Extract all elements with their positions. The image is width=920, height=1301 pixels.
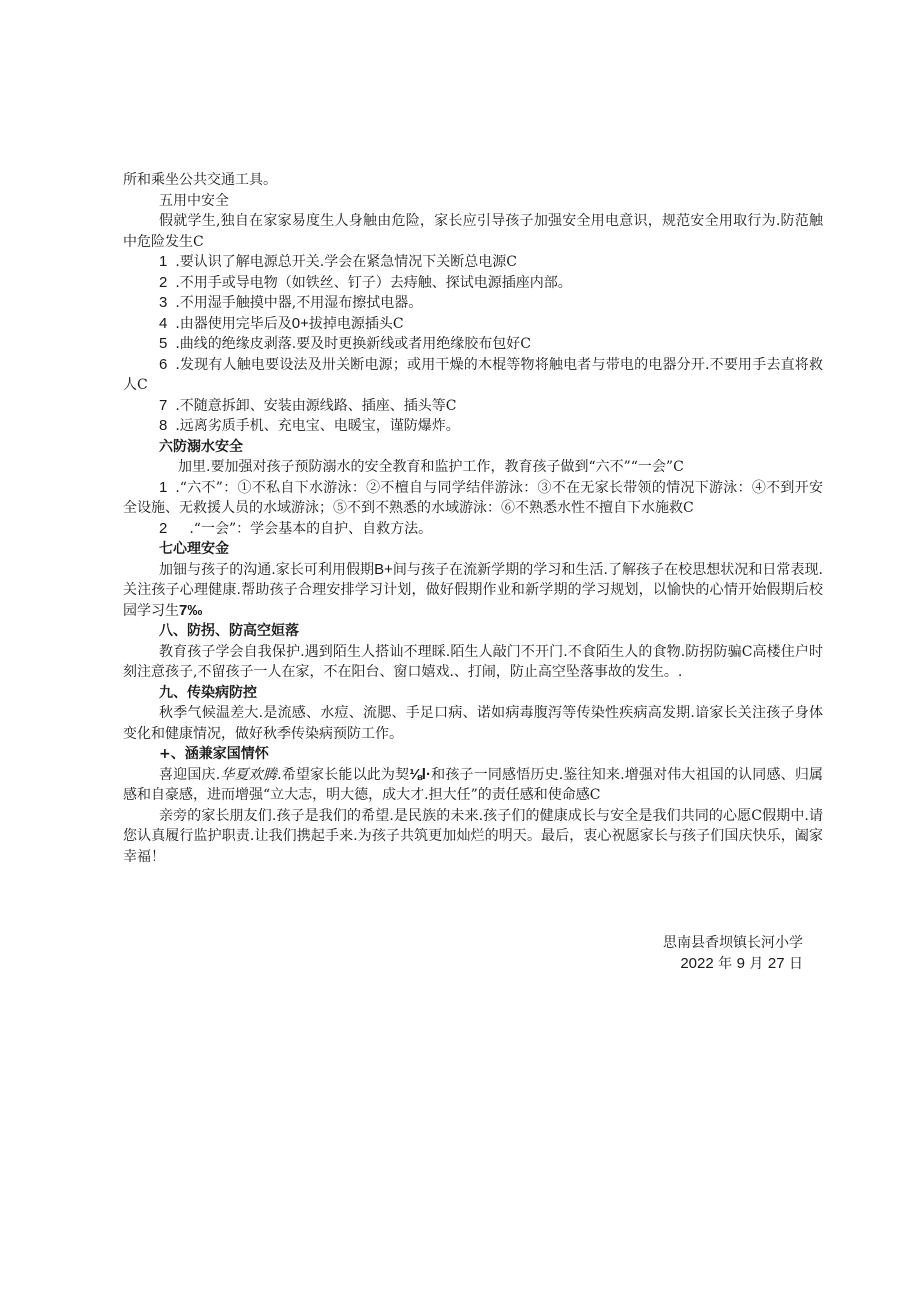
item-latin: 0+	[291, 314, 309, 332]
item-number: 4	[159, 314, 168, 332]
italic-run: 华夏欢腾	[220, 766, 278, 783]
date-year-unit: 年	[718, 955, 733, 972]
item-number: 2	[159, 519, 168, 537]
section-7-text	[123, 560, 823, 622]
section-5-item-5	[123, 334, 823, 355]
text-run: .希望家长能以此为契	[277, 766, 410, 783]
text-run: 间与孩子在流新学期的学习和生活.了解孩子在校思想状况和日常表现.关注孩子心理健康.帮助孩子合理安排学习计划，做好假期作业和新学期的学习规划，以愉快的心情开始假期后校园学习生	[123, 561, 823, 619]
section-5-item-4	[123, 314, 823, 335]
section-6-lead: 加里.要加强对孩子预防溺水的安全教育和监护工作，教育孩子做到“六不”“一会”C	[178, 459, 684, 475]
item-text: .“一会”：学会基本的自护、自救方法。	[189, 520, 433, 537]
latin-run: B+	[374, 560, 393, 578]
item-number: 5	[159, 335, 168, 352]
section-9-text: 秋季气候温差大.是流感、水痘、流腮、手足口病、诺如病毒腹泻等传染性疾病高发期.谙家长关注孩子身体变化和健康情况，做好秋季传染病预防工作。	[123, 705, 823, 742]
section-10-text	[123, 765, 823, 806]
section-5-item-8	[123, 416, 823, 437]
section-6-item-2	[123, 519, 823, 540]
section-5-lead: 假就学生,独自在家家易度生人身触由危险，家长应引导孩子加强安全用电意识，规范安全用取行为.防范触中危险发生C	[123, 213, 823, 250]
date-day: 27	[767, 954, 785, 972]
section-6-heading: 六防溺水安全	[159, 438, 243, 455]
text-run: 喜迎国庆.	[159, 766, 221, 783]
item-text: .曲线的绝缘皮剥落.要及时更换新线或者用绝缘胶布包好C	[175, 336, 531, 352]
item-text: .要认识了解电源总开关.学会在紧急情况下关断总电源C	[175, 254, 517, 270]
date-year: 2022	[680, 954, 714, 972]
section-5-item-3	[123, 293, 823, 314]
item-number: 6	[159, 355, 168, 373]
item-text: .远离劣质手机、充电宝、电暖宝，谨防爆炸。	[175, 418, 460, 434]
section-5-item-6	[123, 355, 823, 396]
section-8-text: 教育孩子学会自我保护.遇到陌生人搭讪不理睬.陌生人敲门不开门.不食陌生人的食物.防拐防骗C高楼住户时刻注意孩子,不留孩子一人在家，不在阳台、窗口嬉戏.、打闹，防止高空坠落事故的发生。.	[123, 643, 823, 680]
item-text: .不用手或导电物（如铁丝、钉子）去痔触、探试电源插座内部。	[175, 274, 572, 291]
signature-block	[560, 933, 803, 974]
text-run: 加钿与孩子的沟通.家长可利用假期	[159, 561, 375, 578]
school-name: 思南县香坝镇长河小学	[663, 935, 803, 951]
item-number: 7	[159, 396, 168, 414]
item-number: 1	[159, 253, 168, 270]
item-text: .“六不”：①不私自下水游泳：②不檀自与同学结伴游泳：③不在无家长带领的情况下游泳：④不到开安全设施、无救援人员的水域游泳；⑤不到不熟悉的水域游泳：⑥不熟悉水性不擅自下水施救C	[123, 479, 823, 516]
item-number: 8	[159, 417, 168, 434]
signature-date	[560, 954, 803, 975]
intro-tail-line: 所和乘坐公共交通工具。	[123, 172, 277, 188]
closing-paragraph: 亲旁的家长朋友们.孩子是我们的希望.是民族的未来.孩子们的健康成长与安全是我们共同的心愿C假期中.请您认真履行监护职责.让我们携起手来.为孩子共筑更加灿烂的明天。最后，衷心祝愿家长与孩子们国庆快乐，阖家幸福！	[123, 807, 823, 865]
item-text-tail: 拔掉电源插头C	[308, 315, 404, 332]
text-run: 和孩子一同感悟历史.鉴往知来.增强对伟大祖国的认同感、归属感和自豪感，进而增强“立大志，明大德，成大才.担大任”的责任感和使命感C	[123, 766, 824, 803]
item-text: .发现有人触电要设法及卅关断电源；或用干燥的木棍等物将触电者与带电的电器分开.不要用手去直将救人C	[123, 356, 823, 393]
latin-run: ⅛l·	[409, 765, 431, 783]
item-text: .不用湿手触摸中器,不用湿布擦拭电器。	[175, 295, 423, 311]
item-number: 2	[159, 273, 168, 291]
item-number: 1	[159, 478, 168, 496]
section-9-heading: 九、传染病防控	[159, 684, 257, 701]
section-5-item-7	[123, 396, 823, 417]
date-month: 9	[736, 954, 745, 972]
section-7-heading: 七心理安金	[159, 541, 229, 557]
section-8-heading: 八、防拐、防高空姮落	[159, 623, 299, 639]
item-text: .由器使用完毕后及	[175, 315, 292, 332]
latin-run: 7‰	[179, 601, 203, 619]
section-5-item-1	[123, 252, 823, 273]
date-day-unit: 日	[789, 955, 803, 972]
item-text: .不随意拆卸、安装由源线路、插座、插头等C	[175, 397, 457, 414]
section-6-item-1	[123, 478, 823, 519]
date-month-unit: 月	[749, 955, 764, 972]
letter-body	[123, 170, 823, 867]
section-5-item-2	[123, 273, 823, 294]
item-number: 3	[159, 294, 168, 311]
section-5-heading: 五用中安全	[159, 192, 229, 209]
section-10-heading: +、涵兼家国情怀	[159, 746, 269, 762]
